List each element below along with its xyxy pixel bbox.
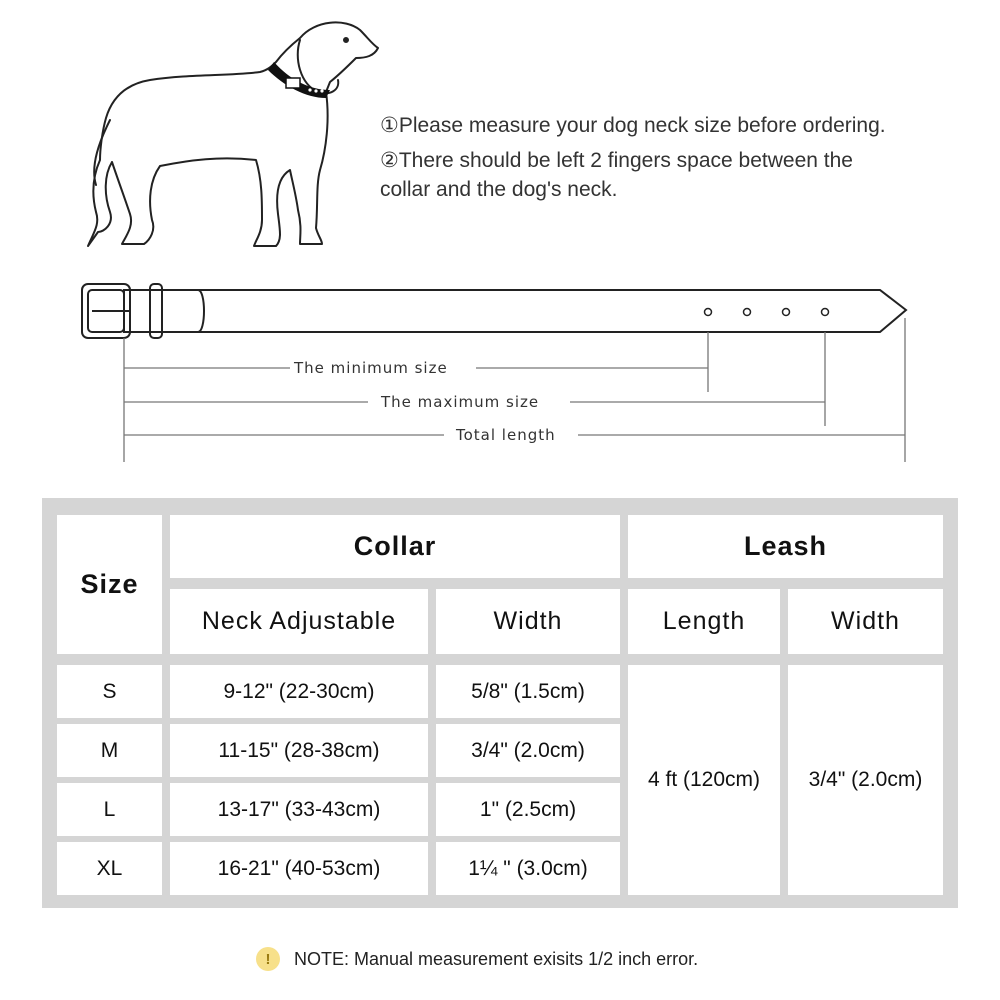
leash-length-value: 4 ft (120cm) (628, 665, 780, 895)
table-row-width: 1" (2.5cm) (436, 783, 620, 836)
leash-width-value: 3/4" (2.0cm) (788, 665, 943, 895)
collar-measurement-illustration (0, 0, 1000, 490)
warning-icon: ! (256, 947, 280, 971)
table-row-width: 5/8" (1.5cm) (436, 665, 620, 718)
collar-holes (705, 309, 829, 316)
instruction-line-1: ①Please measure your dog neck size before ordering. (380, 114, 886, 137)
total-length-label: Total length (456, 426, 556, 444)
maximum-size-label: The maximum size (381, 393, 540, 411)
table-row-width: 1¼ " (3.0cm) (436, 842, 620, 895)
table-row-size: XL (57, 842, 162, 895)
size-header: Size (57, 515, 162, 654)
table-row-neck: 13-17" (33-43cm) (170, 783, 428, 836)
instruction-line-2: ②There should be left 2 fingers space between the (380, 149, 853, 172)
leash-length-header: Length (628, 589, 780, 654)
note-text: NOTE: Manual measurement exisits 1/2 inch error. (294, 948, 699, 969)
collar-width-header: Width (436, 589, 620, 654)
table-row-neck: 11-15" (28-38cm) (170, 724, 428, 777)
table-row-size: M (57, 724, 162, 777)
instruction-line-3: collar and the dog's neck. (380, 178, 618, 201)
minimum-size-label: The minimum size (294, 359, 448, 377)
table-row-size: S (57, 665, 162, 718)
dog-illustration (88, 22, 378, 246)
leash-width-header: Width (788, 589, 943, 654)
neck-adjustable-header: Neck Adjustable (170, 589, 428, 654)
table-row-neck: 9-12" (22-30cm) (170, 665, 428, 718)
measurement-note (256, 944, 698, 974)
size-chart-table (42, 498, 958, 908)
table-row-width: 3/4" (2.0cm) (436, 724, 620, 777)
collar-header: Collar (170, 515, 620, 578)
table-row-neck: 16-21" (40-53cm) (170, 842, 428, 895)
table-row-size: L (57, 783, 162, 836)
leash-header: Leash (628, 515, 943, 578)
